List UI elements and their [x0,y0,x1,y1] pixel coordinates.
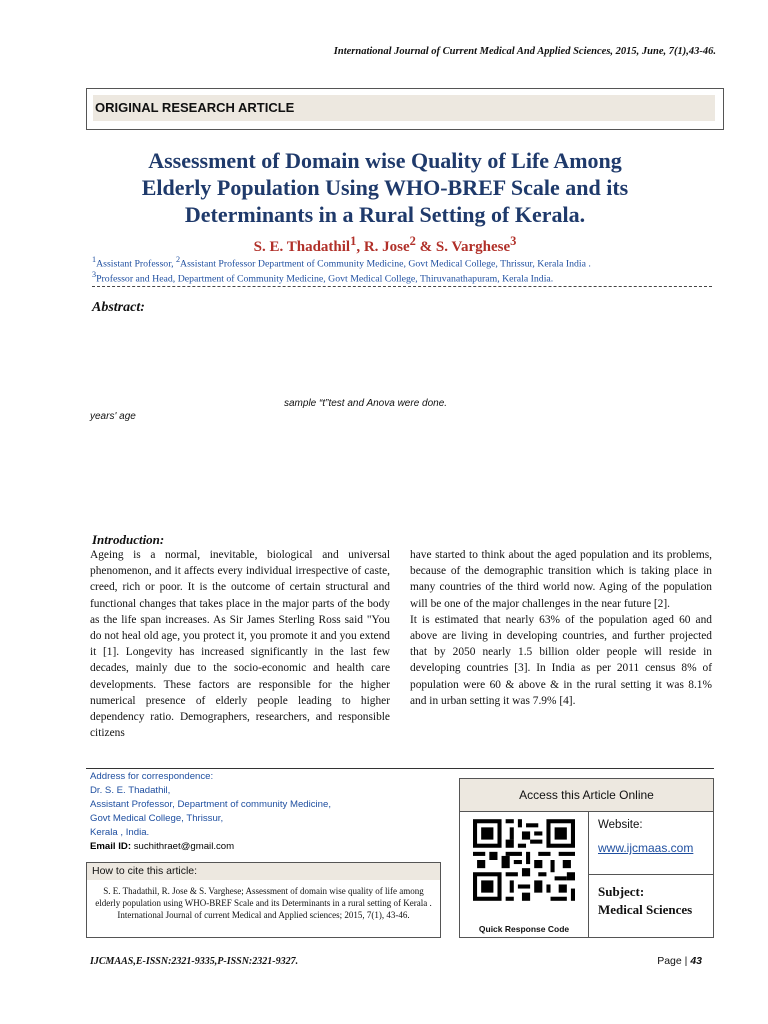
access-heading: Access this Article Online [460,779,713,812]
author-list [60,234,710,256]
author-2-affil: 2 [409,234,416,248]
abstract-heading: Abstract: [92,300,145,315]
author-1-affil: 1 [350,234,357,248]
correspondence-block [90,770,331,854]
abstract-fragment: years' age [90,411,136,422]
website-link[interactable]: www.ijcmaas.com [598,841,694,855]
correspondence-line: Kerala , India. [90,827,150,838]
author-separator: , [356,239,364,255]
affil-text: Assistant Professor Department of Community Medicine, Govt Medical College, Thrissur, Kerala India . [180,258,591,270]
paragraph: It is estimated that nearly 63% of the population aged 60 and above are living in developing countries, and further projected that by 2050 nearly 1.5 billion older people will reside in developing countries [3]. In India as per 2011 census 8% of population were 60 & above & in the rural setting it was 8.1% and in urban setting it was 7.9% [4]. [410,613,712,707]
citation-box [86,862,441,938]
citation-heading: How to cite this article: [87,863,440,880]
section-divider [92,286,712,287]
affiliation-line-1 [92,255,591,269]
page-label: Page | [657,955,691,967]
author-1: S. E. Thadathil [253,239,351,255]
correspondence-name: Dr. S. E. Thadathil, [90,785,171,796]
footer-rule [86,768,714,769]
subject-value: Medical Sciences [598,902,693,917]
article-type-label: ORIGINAL RESEARCH ARTICLE [93,95,715,121]
affil-text: Professor and Head, Department of Community Medicine, Govt Medical College, Thiruvanathapuram, Kerala India. [96,273,554,285]
article-title [60,147,710,228]
qr-cell [460,811,589,937]
title-line-1: Assessment of Domain wise Quality of Life Among [148,148,622,173]
affil-marker: 2 [175,255,181,264]
article-type-box [86,88,724,130]
introduction-heading: Introduction: [92,532,165,547]
website-cell [588,811,713,875]
title-line-3: Determinants in a Rural Setting of Kerala. [184,202,586,227]
affil-marker: 1 [92,255,97,264]
page-number-value: 43 [690,955,702,967]
correspondence-line: Assistant Professor, Department of community Medicine, [90,799,332,810]
qr-label: Quick Response Code [478,924,570,934]
subject-cell [588,875,713,937]
affiliation-line-2 [92,270,553,284]
introduction-right-column [410,547,712,709]
correspondence-line: Govt Medical College, Thrissur, [90,813,224,824]
citation-text: S. E. Thadathil, R. Jose & S. Varghese; Assessment of domain wise quality of life among elderly population using WHO-BREF Scale and its Determinants in a rural setting of Kerala . International Journal of current Medical and Applied sciences; 2015, 7(1), 43-46. [95,886,432,920]
correspondence-email [90,840,331,854]
paragraph: have started to think about the aged population and its problems, because of the demographic transition which is taking place in many countries of the third world now. Aging of the population will be one of the major challenges in the near future [2]. [410,549,712,610]
title-line-2: Elderly Population Using WHO-BREF Scale and its [141,175,629,200]
qr-code-icon[interactable] [473,819,575,901]
page-number [657,955,702,967]
website-label: Website: [598,819,643,831]
affil-text: Assistant Professor, [96,258,176,270]
email-label: Email ID: [90,841,132,852]
affil-marker: 3 [92,270,97,279]
subject-label: Subject: [598,884,645,899]
journal-citation-line: International Journal of Current Medical And Applied Sciences, 2015, June, 7(1),43-46. [333,46,716,57]
abstract-fragment: sample “t”test and Anova were done. [284,398,448,409]
paragraph: Ageing is a normal, inevitable, biological and universal phenomenon, and it affects every individual irrespective of caste, creed, rich or poor. It is the outcome of certain structural and functional changes that takes place in the major parts of the body as the life span increases. As Sir James Sterling Ross said "You do not heal old age, you protect it, you promote it and you extend it [1]. Longevity has increased significantly in the last few decades, mainly due to the socio-economic and health care developments. These factors are responsible for the higher numerical presence of elderly people leading to higher dependency ratio. Demographers, researchers, and responsible citizens [90,549,390,740]
correspondence-heading: Address for correspondence: [90,771,214,782]
email-value[interactable]: suchithraet@gmail.com [131,841,235,852]
author-3: S. Varghese [435,239,511,255]
author-2: R. Jose [363,239,410,255]
author-3-affil: 3 [510,234,517,248]
footer-issn: IJCMAAS,E-ISSN:2321-9335,P-ISSN:2321-9327. [90,956,299,967]
access-online-box [459,778,714,938]
author-separator: & [415,239,436,255]
introduction-left-column [90,547,390,741]
